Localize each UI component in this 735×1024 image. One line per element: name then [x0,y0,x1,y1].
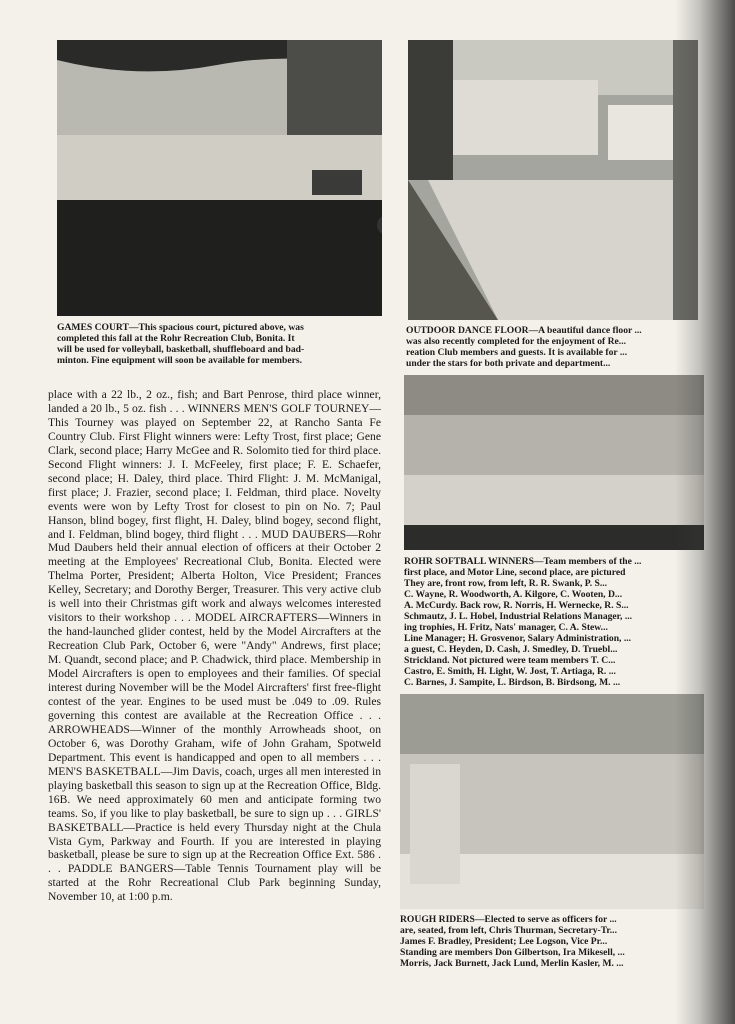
rough-riders-photo [400,694,704,909]
softball-winners-photo [404,375,704,550]
games-court-caption: GAMES COURT—This spacious court, pictured above, was completed this fall at the Rohr Recreation Club, Bonita. It will be used for volleyball, basketball, shuffleboard and bad- minton. Fine equipment will soon be available for members. [57,322,305,366]
dance-floor-caption: OUTDOOR DANCE FLOOR—A beautiful dance floor ... was also recently completed for the enjoyment of Re... reation Club members and guests. It is available for ... under the stars for both private and department... [406,325,642,369]
page-gutter-shadow [675,0,735,1024]
article-body: place with a 22 lb., 2 oz., fish; and Bart Penrose, third place winner, landed a 20 lb., 5 oz. fish . . . WINNERS MEN'S GOLF TOURNEY—This Tourney was played on September 22, at Rancho Santa Fe Country Club. First Flight winners were: Lefty Trost, first place; Gene Clark, second place; Harry McGee and R. Solomito tied for third place. Second Flight winners: J. I. McFeeley, first place; F. E. Schaefer, second place; H. Daley, third place. Third Flight: J. M. McManigal, first place; J. Frazier, second place; I. Feldman, third place. Novelty events were won by Lefty Trost for closest to pin on No. 7; Paul Hanson, blind bogey, first flight, H. Daley, blind bogey, second flight, and I. Feldman, blind bogey, third flight . . . MUD DAUBERS—Rohr Mud Daubers held their annual election of officers at their October 2 meeting at the Employees' Recreational Club, Bonita. Elected were Thelma Porter, President; Alberta Holton, Vice President; Frances Kelley, Secretary; and Dorothy Berger, Treasurer. This very active club is well into their Christmas gift work and always welcomes interested visitors to their workshop . . . MODEL AIRCRAFTERS—Winners in the hand-launched glider contest, held by the Model Aircrafters at the Recreation Club Park, October 6, were "Andy" Andrews, first place; M. Quandt, second place; and P. Chadwick, third place. Membership in Model Aircrafters is open to employees and their families. Of special interest during November will be the Model Aircrafters' first free-flight contest of the year. Engines to be used must be .049 to .09. Rules governing this contest are available at the Recreation Office . . . ARROWHEADS—Winner of the monthly Arrowheads shoot, on October 6, was Dorothy Graham, wife of John Graham, Spotweld Department. This event is handicapped and open to all members . . . MEN'S BASKETBALL—Jim Davis, coach, urges all men interested in playing basketball this season to sign up at the Recreation Office, Bldg. 16B. We need approximately 60 men and anticipate forming two teams. So, if you like to play basketball, be sure to sign up . . . GIRLS' BASKETBALL—Practice is held every Thursday night at the Chula Vista Gym, Parkway and Fourth. If you are interested in playing basketball, please be sure to sign up at the Recreation Office Ext. 586 . . . PADDLE BANGERS—Table Tennis Tournament play will be started at the Rohr Recreational Club Park beginning Sunday, November 10, at 1:00 p.m. [48,388,381,904]
games-court-photo [57,40,382,316]
softball-winners-caption: ROHR SOFTBALL WINNERS—Team members of the ... first place, and Motor Line, second place, are pictured They are, front row, from left, R. R. Swank, P. S... C. Wayne, R. Woodworth, A. Kilgore, C. Wooten, D... A. McCurdy. Back row, R. Norris, H. Wernecke, R. S... Schmautz, J. L. Hobel, Industrial Relations Manager, ... ing trophies, H. Fritz, Nats' manager, C. A. Stew... Line Manager; H. Grosvenor, Salary Administration, ... a guest, C. Heyden, D. Cash, J. Smedley, D. Truebl... Strickland. Not pictured were team members T. C... Castro, E. Smith, H. Light, W. Jost, T. Artiaga, R. ... C. Barnes, J. Sampite, L. Birdson, B. Birdsong, M. ... [404,556,642,688]
rough-riders-caption: ROUGH RIDERS—Elected to serve as officers for ... are, seated, from left, Chris Thurman, Secretary-Tr... James F. Bradley, President; Lee Logson, Vice Pr... Standing are members Don Gilbertson, Ira Mikesell, ... Morris, Jack Burnett, Jack Lund, Merlin Kasler, M. ... [400,914,625,969]
dance-floor-photo [408,40,698,320]
